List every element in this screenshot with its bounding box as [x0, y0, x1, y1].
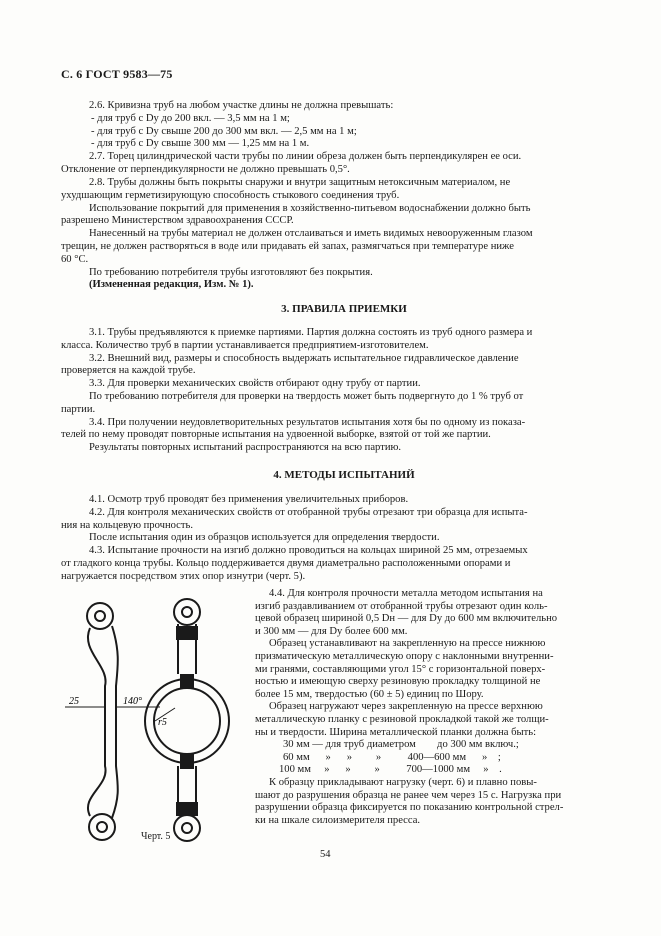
- text-line: от гладкого конца трубы. Кольцо поддерживается двумя диаметрально расположенными опорами и: [61, 557, 511, 569]
- dim-r5-label: r5: [158, 717, 167, 728]
- text-line: и 300 мм — для Dy более 600 мм.: [255, 625, 408, 637]
- dim-140-label: 140°: [123, 696, 142, 707]
- section-3: [61, 327, 599, 455]
- text-line: По требованию потребителя трубы изготовляют без покрытия.: [89, 266, 373, 278]
- section-4-title: 4. МЕТОДЫ ИСПЫТАНИЙ: [273, 469, 415, 481]
- text-line: - для труб с Dy свыше 300 мм — 1,25 мм на 1 м.: [91, 138, 310, 150]
- text-line: По требованию потребителя для проверки на твердость может быть подвергнуто до 1 % труб от: [89, 390, 524, 402]
- text-line: разрешено Министерством здравоохранения СССР.: [61, 215, 294, 227]
- section-4-4: [255, 588, 599, 827]
- text-line: металлическую планку с резиновой прокладкой такой же толщи-: [255, 713, 549, 725]
- text-line: ки на шкале силоизмерителя пресса.: [255, 814, 421, 826]
- section-4: [61, 494, 599, 584]
- text-line: Образец устанавливают на закрепленную на прессе нижнюю: [269, 638, 546, 650]
- lower-support: [180, 754, 194, 769]
- text-line: 3.4. При получении неудовлетворительных результатов испытания хотя бы по одному из показа-: [89, 416, 526, 428]
- text-line: 2.6. Кривизна труб на любом участке длины не должна превышать:: [89, 100, 394, 111]
- upper-clamp-block: [176, 626, 198, 640]
- text-line: После испытания один из образцов используется для определения твердости.: [89, 532, 440, 544]
- text-line: проверяется на каждой трубе.: [61, 365, 196, 377]
- section-2-6: [89, 100, 599, 151]
- text-line: - для труб с Dy до 200 вкл. — 3,5 мм на 1 м;: [91, 112, 290, 124]
- figure-caption: Черт. 5: [141, 831, 171, 842]
- text-line: трещин, не должен растворяться в воде или придавать ей запах, размягчаться при температуре ниже: [61, 240, 514, 252]
- text-line: партии.: [61, 403, 96, 415]
- text-line: 3.2. Внешний вид, размеры и способность выдержать испытательное гидравлическое давление: [89, 352, 519, 364]
- text-line: класса. Количество труб в партии устанавливается предприятием-изготовителем.: [61, 339, 429, 351]
- text-line: 4.3. Испытание прочности на изгиб должно проводиться на кольцах шириной 25 мм, отрезаемых: [89, 545, 528, 557]
- amendment-note: (Измененная редакция, Изм. № 1).: [89, 279, 254, 291]
- text-line: 4.1. Осмотр труб проводят без применения увеличительных приборов.: [89, 494, 409, 505]
- figure-5-ring-test-fixture: [60, 596, 230, 846]
- page-header: С. 6 ГОСТ 9583—75: [61, 67, 173, 81]
- dim-25-label: 25: [69, 696, 79, 707]
- text-line: 3.3. Для проверки механических свойств отбирают одну трубу от партии.: [89, 378, 421, 390]
- top-eye-right: [174, 599, 200, 625]
- text-line: Нанесенный на трубы материал не должен отслаиваться и иметь видимых невооруженным глазом: [89, 228, 533, 240]
- text-line: более 15 мм, твердостью (60 ± 5) единиц по Шору.: [255, 688, 484, 700]
- text-line: 4.4. Для контроля прочности металла методом испытания на: [269, 588, 543, 599]
- bottom-eye-left: [89, 814, 115, 840]
- text-line: шают до разрушения образца не ранее чем через 15 с. Нагрузка при: [255, 789, 562, 801]
- text-line: Образец нагружают через закрепленную на прессе верхнюю: [269, 701, 543, 713]
- table-row: 30 мм — для труб диаметром до 300 мм включ.;: [283, 739, 519, 751]
- lower-clamp-block: [176, 802, 198, 816]
- section-2-8: [61, 177, 599, 292]
- text-line: 3.1. Трубы предъявляются к приемке партиями. Партия должна состоять из труб одного размера и: [89, 327, 533, 338]
- text-line: ухудшающим герметизирующую способность стыкового соединения труб.: [61, 189, 400, 201]
- text-line: ми гранями, составляющими угол 15° с горизонтальной поверх-: [255, 663, 546, 675]
- top-eye-left: [87, 603, 113, 629]
- text-line: ния на кольцевую прочность.: [61, 519, 193, 531]
- text-line: 4.2. Для контроля механических свойств от отобранной трубы отрезают три образца для испыта-: [89, 506, 528, 518]
- text-line: Использование покрытий для применения в хозяйственно-питьевом водоснабжении должно быть: [89, 202, 531, 214]
- text-line: призматическую металлическую опору с наклонными внутренни-: [255, 650, 554, 662]
- table-row: 60 мм » » » 400—600 мм » ;: [283, 751, 501, 763]
- text-line: нагружается посредством этих опор изнутри (черт. 5).: [61, 570, 306, 582]
- section-2-7: [61, 151, 599, 177]
- text-line: Результаты повторных испытаний распространяются на всю партию.: [89, 442, 402, 454]
- table-row: 100 мм » » » 700—1000 мм » .: [279, 764, 502, 776]
- text-line: ностью и имеющую сверху резиновую прокладку толщиной не: [255, 676, 541, 688]
- page-number: 54: [320, 849, 331, 860]
- upper-support: [180, 674, 194, 689]
- text-line: изгиб раздавливанием от отобранной трубы отрезают один коль-: [255, 600, 548, 612]
- text-line: 60 °С.: [61, 253, 89, 265]
- text-line: - для труб с Dy свыше 200 до 300 мм вкл. — 2,5 мм на 1 м;: [91, 125, 357, 137]
- section-3-title: 3. ПРАВИЛА ПРИЕМКИ: [281, 303, 407, 315]
- text-line: телей по нему проводят повторные испытания на удвоенной выборке, взятой от той же партии.: [61, 429, 491, 441]
- text-line: К образцу прикладывают нагрузку (черт. 6) и плавно повы-: [269, 776, 537, 788]
- text-line: 2.7. Торец цилиндрической части трубы по линии обреза должен быть перпендикулярен ее оси.: [89, 151, 522, 162]
- bottom-eye-right: [174, 815, 200, 841]
- text-line: Отклонение от перпендикулярности не должно превышать 0,5°.: [61, 163, 350, 175]
- text-line: ны и твердости. Ширина металлической планки должна быть:: [255, 726, 537, 738]
- text-line: разрушении образца фиксируется по показанию контрольной стрел-: [255, 802, 564, 814]
- text-line: 2.8. Трубы должны быть покрыты снаружи и внутри защитным нетоксичным материалом, не: [89, 177, 511, 188]
- text-line: цевой образец шириной 0,5 Dн — для Dy до 600 мм включительно: [255, 613, 558, 625]
